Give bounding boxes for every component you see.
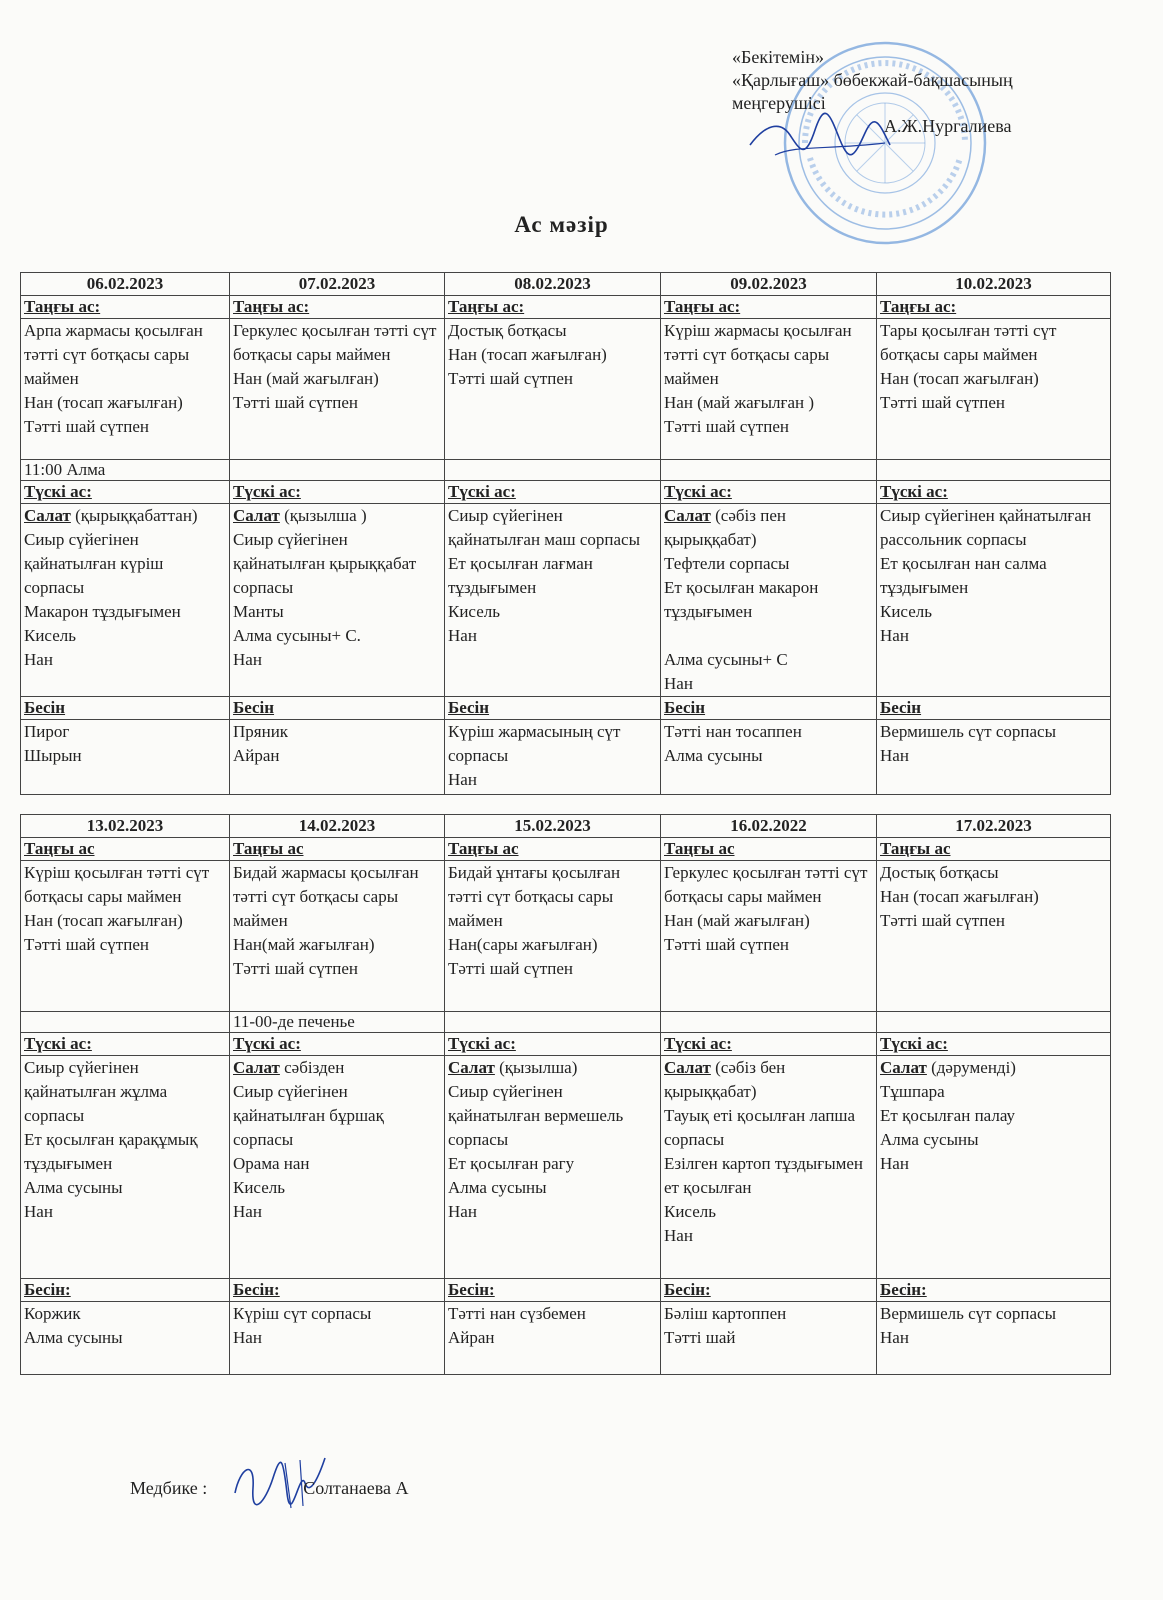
menu-item: Нан (233, 1202, 262, 1221)
date-cell: 17.02.2023 (877, 815, 1111, 838)
lunch-row (21, 1056, 1111, 1279)
breakfast-label: Таңғы ас (21, 838, 230, 861)
lunch-label: Түскі ас: (445, 481, 661, 504)
breakfast-cell (661, 861, 877, 1012)
menu-item: Ет қосылған қарақұмық тұздығымен (24, 1130, 198, 1173)
menu-item: Бидай ұнтағы қосылған тәтті сүт ботқасы сары маймен (448, 863, 621, 930)
menu-item: (қырыққабаттан) (70, 506, 198, 525)
menu-item: Ет қосылған нан салма тұздығымен (880, 554, 1047, 597)
menu-item: Манты (233, 602, 284, 621)
lunch-cell (661, 1056, 877, 1279)
menu-item: Алма сусыны+ С. (233, 626, 361, 645)
menu-item: Алма сусыны (664, 746, 763, 765)
menu-item: Сиыр сүйегінен қайнатылған рассольник сорпасы (880, 506, 1092, 549)
afternoon-label: Бесін (21, 697, 230, 720)
afternoon-label: Бесін (445, 697, 661, 720)
date-cell: 16.02.2022 (661, 815, 877, 838)
breakfast-cell (661, 319, 877, 460)
breakfast-label: Таңғы ас (230, 838, 445, 861)
afternoon-label: Бесін: (661, 1279, 877, 1302)
menu-item: Алма сусыны (448, 1178, 547, 1197)
menu-item: Күріш қосылған тәтті сүт ботқасы сары маймен (24, 863, 210, 906)
afternoon-label: Бесін (230, 697, 445, 720)
afternoon-cell (877, 720, 1111, 795)
menu-item: Салат (664, 1058, 711, 1077)
page-title-text: Ас мәзір (514, 212, 609, 237)
menu-item: Нан (24, 650, 53, 669)
menu-item: Макарон тұздығымен (24, 602, 181, 621)
menu-item: Нан (448, 770, 477, 789)
menu-item: Орама нан (233, 1154, 310, 1173)
snack-cell: 11:00 Алма (21, 460, 230, 481)
menu-item: Тефтели сорпасы (664, 554, 790, 573)
lunch-label-row (21, 1033, 1111, 1056)
breakfast-label-row (21, 838, 1111, 861)
breakfast-label: Таңғы ас (877, 838, 1111, 861)
breakfast-label: Таңғы ас: (877, 296, 1111, 319)
menu-item: Салат (448, 1058, 495, 1077)
breakfast-label: Таңғы ас (445, 838, 661, 861)
menu-item: Пирог (24, 722, 70, 741)
menu-item: Нан (24, 1202, 53, 1221)
menu-item: Нан (233, 650, 262, 669)
menu-item: Нан(сары жағылған) (448, 935, 598, 954)
menu-item: Нан(май жағылған) (233, 935, 375, 954)
menu-item: Нан (тосап жағылған) (24, 393, 183, 412)
menu-item: Нан (233, 1328, 262, 1347)
snack-cell (445, 460, 661, 481)
menu-item: Кисель (880, 602, 932, 621)
menu-item: Тауық еті қосылған лапша сорпасы (664, 1106, 856, 1149)
menu-item: Сиыр сүйегінен қайнатылған бұршақ сорпасы (233, 1082, 384, 1149)
menu-item: Кисель (448, 602, 500, 621)
menu-item: Бидай жармасы қосылған тәтті сүт ботқасы сары маймен (233, 863, 419, 930)
lunch-cell (230, 1056, 445, 1279)
menu-item: Айран (233, 746, 280, 765)
breakfast-row (21, 319, 1111, 460)
lunch-label-row (21, 481, 1111, 504)
afternoon-cell (230, 720, 445, 795)
afternoon-label: Бесін: (877, 1279, 1111, 1302)
menu-item: Тәтті шай (664, 1328, 736, 1347)
menu-item: Пряник (233, 722, 289, 741)
medic-line (130, 1478, 408, 1499)
lunch-cell (445, 504, 661, 697)
menu-item: Нан (тосап жағылған) (448, 345, 607, 364)
menu-item: Бәліш картоппен (664, 1304, 787, 1323)
lunch-label: Түскі ас: (230, 1033, 445, 1056)
breakfast-row (21, 861, 1111, 1012)
menu-item: Геркулес қосылған тәтті сүт ботқасы сары маймен (233, 321, 437, 364)
menu-item: Достық ботқасы (880, 863, 999, 882)
menu-item: Нан (448, 626, 477, 645)
menu-item: Нан (880, 1154, 909, 1173)
breakfast-label: Таңғы ас: (445, 296, 661, 319)
menu-item: Нан (880, 746, 909, 765)
afternoon-cell (661, 1302, 877, 1375)
menu-item: Тәтті шай сүтпен (24, 417, 149, 436)
snack-row (21, 460, 1111, 481)
afternoon-label: Бесін (877, 697, 1111, 720)
menu-item: (қызылша ) (279, 506, 367, 525)
breakfast-cell (445, 319, 661, 460)
menu-item: Тәтті нан тосаппен (664, 722, 802, 741)
blank-line (664, 624, 873, 648)
lunch-cell (21, 1056, 230, 1279)
afternoon-cell (230, 1302, 445, 1375)
lunch-label: Түскі ас: (661, 1033, 877, 1056)
menu-item: Сиыр сүйегінен қайнатылған вермешель сорпасы (448, 1082, 624, 1149)
date-cell: 14.02.2023 (230, 815, 445, 838)
menu-item: Нан (май жағылған) (664, 911, 810, 930)
breakfast-label: Таңғы ас (661, 838, 877, 861)
date-cell: 15.02.2023 (445, 815, 661, 838)
menu-item: Тәтті шай сүтпен (448, 959, 573, 978)
menu-item: (сәбіз пен қырыққабат) (664, 506, 786, 549)
approval-organization: «Қарлығаш» бөбекжай-бақшасының (732, 70, 1013, 90)
menu-item: Салат (233, 506, 280, 525)
afternoon-cell (445, 720, 661, 795)
medic-label: Медбике : (130, 1478, 208, 1498)
menu-item: (сәбіз бен қырыққабат) (664, 1058, 786, 1101)
date-row (21, 815, 1111, 838)
date-cell: 09.02.2023 (661, 273, 877, 296)
menu-item: Достық ботқасы (448, 321, 567, 340)
menu-item: Күріш сүт сорпасы (233, 1304, 372, 1323)
menu-item: Коржик (24, 1304, 81, 1323)
menu-item: Сиыр сүйегінен қайнатылған күріш сорпасы (24, 530, 164, 597)
menu-item: Нан (май жағылған) (233, 369, 379, 388)
lunch-label: Түскі ас: (661, 481, 877, 504)
menu-item: Ет қосылған палау (880, 1106, 1016, 1125)
lunch-row (21, 504, 1111, 697)
menu-item: Алма сусыны (24, 1328, 123, 1347)
breakfast-cell (877, 319, 1111, 460)
menu-item: Алма сусыны (24, 1178, 123, 1197)
afternoon-cell (661, 720, 877, 795)
lunch-label: Түскі ас: (877, 1033, 1111, 1056)
date-row (21, 273, 1111, 296)
menu-item: Алма сусыны (880, 1130, 979, 1149)
snack-cell (21, 1012, 230, 1033)
menu-item: Тәтті шай сүтпен (664, 935, 789, 954)
lunch-cell (21, 504, 230, 697)
menu-item: Ет қосылған макарон тұздығымен (664, 578, 819, 621)
approval-heading: «Бекітемін» (732, 47, 824, 67)
date-cell: 06.02.2023 (21, 273, 230, 296)
menu-table-week2 (20, 814, 1111, 1375)
date-cell: 13.02.2023 (21, 815, 230, 838)
breakfast-cell (230, 861, 445, 1012)
afternoon-label: Бесін (661, 697, 877, 720)
snack-cell (877, 1012, 1111, 1033)
lunch-label: Түскі ас: (445, 1033, 661, 1056)
date-cell: 08.02.2023 (445, 273, 661, 296)
snack-cell (877, 460, 1111, 481)
afternoon-cell (21, 1302, 230, 1375)
snack-cell (230, 460, 445, 481)
menu-item: Салат (233, 1058, 280, 1077)
afternoon-label: Бесін: (445, 1279, 661, 1302)
approval-position: меңгерушісі (732, 93, 826, 113)
breakfast-cell (21, 861, 230, 1012)
lunch-cell (877, 1056, 1111, 1279)
menu-item: Тәтті шай сүтпен (448, 369, 573, 388)
breakfast-label: Таңғы ас: (21, 296, 230, 319)
menu-item: Салат (880, 1058, 927, 1077)
approval-director-name: А.Ж.Нургалиева (884, 116, 1012, 136)
afternoon-label: Бесін: (230, 1279, 445, 1302)
date-cell: 10.02.2023 (877, 273, 1111, 296)
menu-item: Езілген картоп тұздығымен ет қосылған (664, 1154, 864, 1197)
breakfast-cell (877, 861, 1111, 1012)
menu-table-week1 (20, 272, 1111, 795)
snack-row (21, 1012, 1111, 1033)
menu-item: Сиыр сүйегінен қайнатылған жұлма сорпасы (24, 1058, 168, 1125)
breakfast-label-row (21, 296, 1111, 319)
medic-name: Солтанаева А (303, 1478, 409, 1498)
menu-item: Салат (24, 506, 71, 525)
menu-item: сәбізден (279, 1058, 345, 1077)
menu-item: Тәтті шай сүтпен (880, 911, 1005, 930)
menu-item: Ет қосылған рагу (448, 1154, 575, 1173)
menu-item: Тәтті шай сүтпен (24, 935, 149, 954)
afternoon-label: Бесін: (21, 1279, 230, 1302)
menu-item: Тәтті шай сүтпен (880, 393, 1005, 412)
menu-item: Сиыр сүйегінен қайнатылған қырыққабат сорпасы (233, 530, 417, 597)
menu-item: Тары қосылған тәтті сүт ботқасы сары маймен (880, 321, 1057, 364)
afternoon-cell (877, 1302, 1111, 1375)
page-title (0, 212, 1163, 238)
menu-item: Сиыр сүйегінен қайнатылған маш сорпасы (448, 506, 640, 549)
lunch-label: Түскі ас: (230, 481, 445, 504)
snack-cell (445, 1012, 661, 1033)
menu-item: Нан (тосап жағылған) (24, 911, 183, 930)
menu-item: Кисель (664, 1202, 716, 1221)
lunch-label: Түскі ас: (21, 481, 230, 504)
snack-cell (661, 460, 877, 481)
breakfast-label: Таңғы ас: (661, 296, 877, 319)
menu-item: Нан (880, 626, 909, 645)
menu-item: Күріш жармасының сүт сорпасы (448, 722, 621, 765)
menu-item: Геркулес қосылған тәтті сүт ботқасы сары маймен (664, 863, 868, 906)
breakfast-label: Таңғы ас: (230, 296, 445, 319)
menu-item: Салат (664, 506, 711, 525)
menu-item: Нан (448, 1202, 477, 1221)
afternoon-row (21, 1302, 1111, 1375)
lunch-cell (230, 504, 445, 697)
menu-item: Арпа жармасы қосылған тәтті сүт ботқасы сары маймен (24, 321, 203, 388)
lunch-cell (661, 504, 877, 697)
menu-item: Нан (880, 1328, 909, 1347)
lunch-label: Түскі ас: (21, 1033, 230, 1056)
lunch-label: Түскі ас: (877, 481, 1111, 504)
breakfast-cell (445, 861, 661, 1012)
afternoon-label-row (21, 697, 1111, 720)
afternoon-row (21, 720, 1111, 795)
afternoon-label-row (21, 1279, 1111, 1302)
menu-item: Кисель (233, 1178, 285, 1197)
menu-item: Нан (664, 1226, 693, 1245)
menu-item: (дәруменді) (926, 1058, 1016, 1077)
snack-cell: 11-00-де печенье (230, 1012, 445, 1033)
menu-item: Тұшпара (880, 1082, 945, 1101)
menu-item: Нан (тосап жағылған) (880, 887, 1039, 906)
menu-item: Нан (тосап жағылған) (880, 369, 1039, 388)
lunch-cell (445, 1056, 661, 1279)
breakfast-cell (230, 319, 445, 460)
menu-item: Айран (448, 1328, 495, 1347)
breakfast-cell (21, 319, 230, 460)
menu-item: Вермишель сүт сорпасы (880, 1304, 1056, 1323)
menu-item: Ет қосылған лағман тұздығымен (448, 554, 593, 597)
menu-item: Тәтті шай сүтпен (664, 417, 789, 436)
menu-item: Тәтті шай сүтпен (233, 959, 358, 978)
menu-item: Тәтті нан сүзбемен (448, 1304, 586, 1323)
director-signature (745, 105, 895, 175)
menu-item: Нан (664, 674, 693, 693)
menu-item: Кисель (24, 626, 76, 645)
date-cell: 07.02.2023 (230, 273, 445, 296)
lunch-cell (877, 504, 1111, 697)
afternoon-cell (21, 720, 230, 795)
afternoon-cell (445, 1302, 661, 1375)
menu-item: (қызылша) (494, 1058, 578, 1077)
menu-item: Вермишель сүт сорпасы (880, 722, 1056, 741)
menu-item: Алма сусыны+ С (664, 650, 788, 669)
menu-item: Нан (май жағылған ) (664, 393, 815, 412)
snack-cell (661, 1012, 877, 1033)
menu-item: Күріш жармасы қосылған тәтті сүт ботқасы сары маймен (664, 321, 852, 388)
menu-item: Тәтті шай сүтпен (233, 393, 358, 412)
menu-item: Шырын (24, 746, 82, 765)
